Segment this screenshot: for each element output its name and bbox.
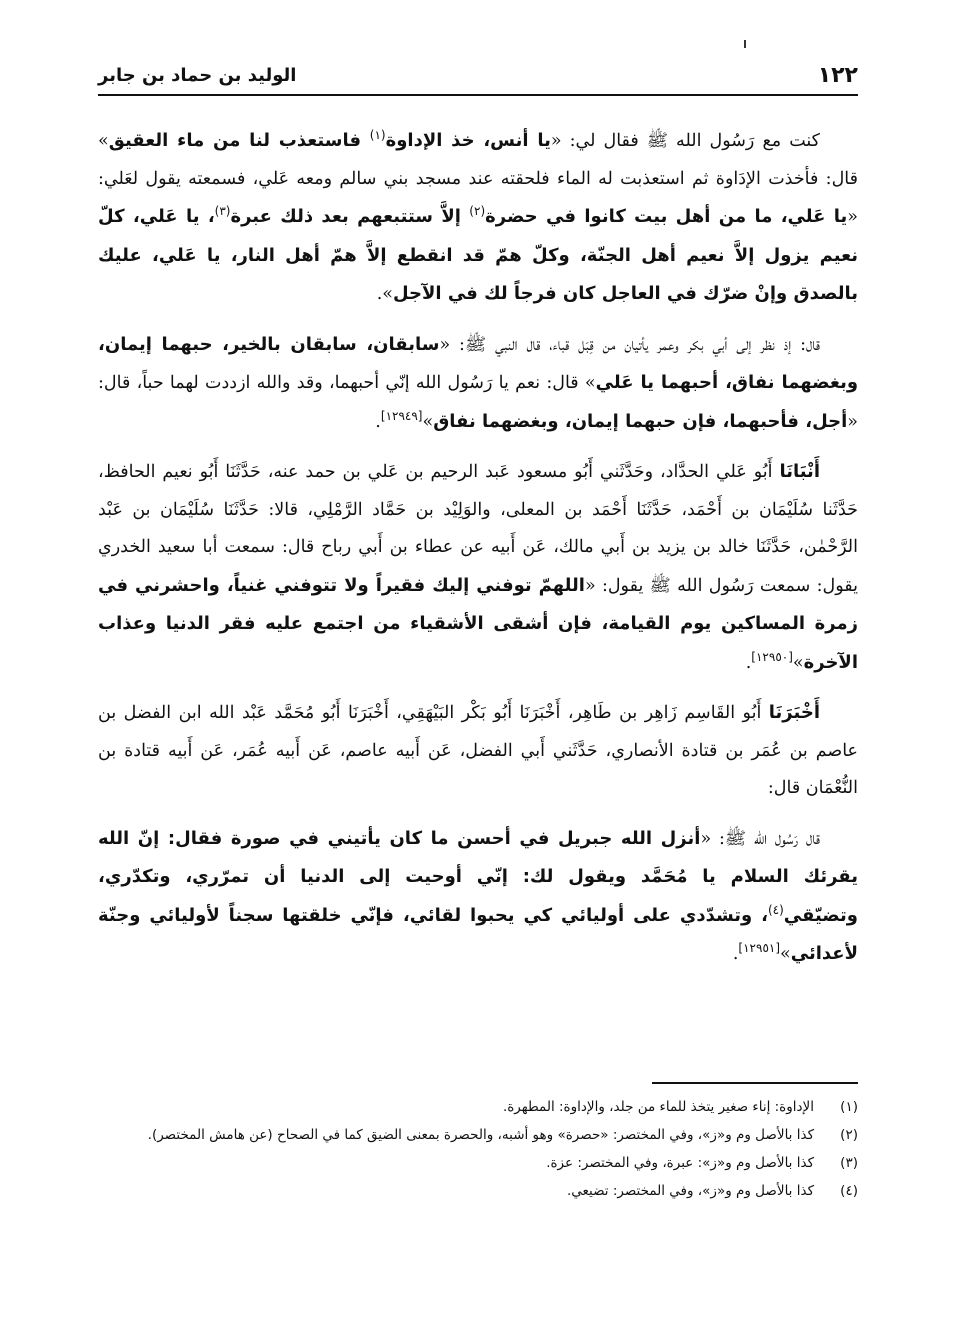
hadith-text: فاستعذب لنا من ماء العقيق	[108, 130, 370, 151]
isnad-keyword: أَخْبَرَنَا	[768, 702, 820, 723]
paragraph-4	[98, 694, 858, 808]
hadith-reference-number: [١٢٩٤٩]	[380, 408, 423, 423]
text-run: .	[375, 411, 381, 432]
footnote-item	[98, 1178, 858, 1204]
footnote-number: (٣)	[840, 1155, 858, 1171]
hadith-text: اللهمّ توفني إليك فقيراً ولا تتوفني غنياً، واحشرني في زمرة المساكين يوم القيامة، فإن أشقى الأشقياء من اجتمع عليه فقر الدنيا وعذاب الآخرة	[98, 574, 858, 673]
isnad-keyword: أَنْبَانَا	[779, 461, 820, 482]
footnote-marker: (٣)	[214, 204, 231, 219]
text-run: ».	[376, 284, 393, 304]
hadith-reference-number: [١٢٩٥١]	[738, 941, 781, 956]
footnote-number: (١)	[840, 1099, 858, 1115]
hadith-text: أجل، فأحبهما، فإن حبهما إيمان، وبغضهما نفاق	[433, 410, 848, 432]
running-head: الوليد بن حماد بن جابر	[98, 65, 297, 86]
footnote-item	[98, 1150, 858, 1176]
page-header	[98, 48, 858, 96]
hadith-text: إلاَّ ستتبعهم بعد ذلك عبرة	[230, 206, 470, 227]
paragraph-3	[98, 453, 858, 682]
hadith-text: يا عَلي، ما من أهل بيت كانوا في حضرة	[485, 206, 848, 227]
text-run: قال رَسُول الله ﷺ: «	[700, 828, 820, 849]
footnote-marker: (٤)	[767, 902, 784, 917]
text-run: .	[745, 652, 752, 673]
footnote-text: كذا بالأصل وم و«ز»: عبرة، وفي المختصر: عزة.	[546, 1155, 814, 1171]
isnad-text: أَبُو القَاسِم زَاهِر بن طَاهِر، أَخْبَرَنَا أَبُو بَكْر البَيْهَقِي، أَخْبَرَنَا أَبُو مُحَمَّد عَبْد الله ابن الفضل بن عاصم بن عُمَر بن قتادة الأنصاري، حَدَّثَني أَبي الفضل، عَن أَبيه عاصم، عَن أَبيه عُمَر، عَن أَبيه قتادة بن النُّعْمَان قال:	[98, 703, 858, 798]
hadith-text: سابقان، سابقان بالخير، حبهما إيمان، وبغضهما نفاق، أحبهما يا عَلي	[98, 333, 859, 393]
text-run: » قال: نعم يا رَسُول الله إنّي أحبهما، وقد والله ازددت لهما حباً، قال: «	[98, 373, 858, 432]
text-run: »	[792, 652, 804, 673]
footnote-text: الإداوة: إناء صغير يتخذ للماء من جلد، والإداوة: المطهرة.	[502, 1099, 814, 1115]
footnote-marker: (٢)	[469, 204, 486, 219]
text-run: .	[732, 944, 739, 964]
text-run: »	[780, 944, 791, 964]
page-number: ١٢٢	[817, 63, 858, 88]
hadith-text: أنزل الله جبريل في أحسن ما كان يأتيني في صورة فقال: إنّ الله يقرئك السلام يا مُحَمَّد ويقول لك: إنّي أوحيت إلى الدنيا أن تمرّري، وتكدّري، وتضيّقي	[98, 827, 858, 926]
hadith-reference-number: [١٢٩٥٠]	[751, 649, 793, 664]
scan-mark	[744, 40, 746, 48]
footnote-number: (٤)	[840, 1183, 858, 1199]
main-text	[98, 122, 858, 986]
paragraph-5	[98, 820, 858, 974]
footnote-item	[98, 1094, 858, 1120]
footnote-number: (٢)	[840, 1127, 858, 1143]
text-run: كنت مع رَسُول الله ﷺ فقال لي: «	[550, 131, 820, 151]
footnote-separator	[652, 1082, 858, 1084]
footnote-item	[98, 1122, 858, 1148]
footnote-text: كذا بالأصل وم و«ز»، وفي المختصر: تضيعي.	[566, 1183, 814, 1199]
isnad-text: أَبُو عَلي الحدَّاد، وحَدَّثَني أَبُو مسعود عَبد الرحيم بن عَلي بن حمد عنه، حَدَّثَنَا أَبُو نعيم الحافظ، حَدَّثَنا سُلَيْمَان بن أَحْمَد، حَدَّثَنَا أَحْمَد بن المعلى، والوَلِيْد بن حَمَّاد الرَّمْلِي، قالا: حَدَّثَنَا سُلَيْمَان بن عَبْد الرَّحْمٰن، حَدَّثَنَا خالد بن يزيد بن أَبي مالك، عَن أَبيه عن عطاء بن أَبي رباح قال: سمعت أبا سعيد الخدري يقول: سمعت رَسُول الله ﷺ يقول: «	[98, 462, 858, 596]
footnote-marker: (١)	[369, 128, 386, 143]
paragraph-2	[98, 326, 858, 442]
footnote-text: كذا بالأصل وم و«ز»، وفي المختصر: «حصرة» وهو أشبه، والحصرة بمعنى الضيق كما في الصحاح (عن هامش المختصر).	[147, 1127, 814, 1143]
footnotes	[98, 1094, 858, 1206]
text-run: » قال: فأخذت الإدَاوة ثم استعذبت له الماء فلحقته عند مسجد بني سالم ومعه عَلي، فسمعته يقول لعَلي: «	[98, 131, 858, 227]
hadith-text: ، وتشدّدي على أوليائي كي يحبوا لقائي، فإنّي خلقتها سجناً لأوليائي وجنّة لأعدائي	[98, 904, 858, 964]
text-run: »	[422, 411, 434, 432]
hadith-text: يا أنس، خذ الإداوة	[385, 130, 551, 151]
paragraph-1	[98, 122, 858, 314]
hadith-text: ، يا عَلي، كلّ نعيم يزول إلاَّ نعيم أهل الجنّة، وكلّ همّ قد انقطع إلاَّ همّ أهل النار، يا عَلي، عليك بالصدق وإنْ ضرّك في العاجل كان فرجاً لك في الآجل	[98, 206, 858, 304]
text-run: قال: إذ نظر إلى أبي بكر وعمر يأتيان من قِبَل قباء، قال النبي ﷺ: «	[439, 334, 820, 355]
